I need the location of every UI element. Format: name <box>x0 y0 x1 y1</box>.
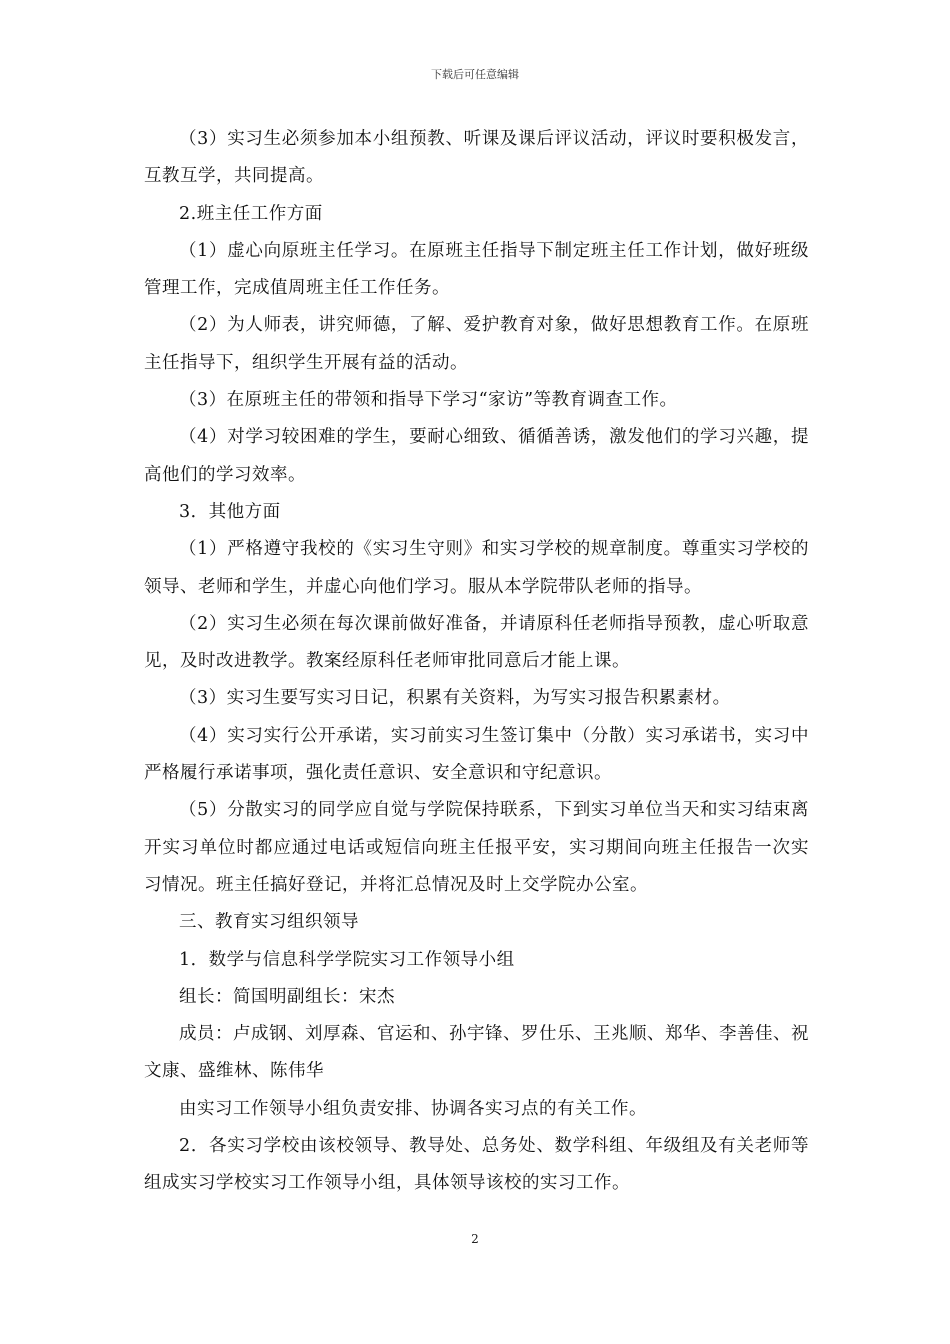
section-heading-organization: 三、教育实习组织领导 <box>179 912 359 933</box>
section-heading-class-teacher: 2.班主任工作方面 <box>179 203 323 224</box>
section-heading-other: 3．其他方面 <box>179 501 281 522</box>
document-body <box>144 121 809 1203</box>
paragraph-practice-activities: （3）实习生必须参加本小组预教、听课及课后评议活动，评议时要积极发言，互教互学，共同提高。 <box>144 129 809 187</box>
paragraph-class-teacher-1: （1）虚心向原班主任学习。在原班主任指导下制定班主任工作计划，做好班级管理工作，完成值周班主任工作任务。 <box>144 240 809 299</box>
paragraph-other-2: （2）实习生必须在每次课前做好准备，并请原科任老师指导预教，虚心听取意见，及时改进教学。教案经原科任老师审批同意后才能上课。 <box>144 613 809 672</box>
page-header-note: 下载后可任意编辑 <box>431 68 519 81</box>
paragraph-group-responsibility: 由实习工作领导小组负责安排、协调各实习点的有关工作。 <box>179 1098 647 1119</box>
page-number: 2 <box>471 1232 479 1246</box>
paragraph-group-members: 成员：卢成钢、刘厚森、官运和、孙宇锋、罗仕乐、王兆顺、郑华、李善佳、祝文康、盛维林、陈伟华 <box>144 1024 809 1082</box>
paragraph-other-5: （5）分散实习的同学应自觉与学院保持联系，下到实习单位当天和实习结束离开实习单位时都应通过电话或短信向班主任报平安，实习期间向班主任报告一次实习情况。班主任搞好登记，并将汇总情况及时上交学院办公室。 <box>144 800 809 895</box>
subheading-leadership-group: 1．数学与信息科学学院实习工作领导小组 <box>179 949 515 970</box>
paragraph-class-teacher-2: （2）为人师表，讲究师德，了解、爱护教育对象，做好思想教育工作。在原班主任指导下，组织学生开展有益的活动。 <box>144 315 809 373</box>
paragraph-other-4: （4）实习实行公开承诺，实习前实习生签订集中（分散）实习承诺书，实习中严格履行承诺事项，强化责任意识、安全意识和守纪意识。 <box>144 725 809 784</box>
paragraph-other-1: （1）严格遵守我校的《实习生守则》和实习学校的规章制度。尊重实习学校的领导、老师和学生，并虚心向他们学习。服从本学院带队老师的指导。 <box>144 539 809 597</box>
paragraph-class-teacher-3: （3）在原班主任的带领和指导下学习“家访”等教育调查工作。 <box>179 390 678 411</box>
paragraph-other-3: （3）实习生要写实习日记，积累有关资料，为写实习报告积累素材。 <box>179 688 731 709</box>
paragraph-class-teacher-4: （4）对学习较困难的学生，要耐心细致、循循善诱，激发他们的学习兴趣，提高他们的学习效率。 <box>144 427 809 485</box>
paragraph-group-leaders: 组长：简国明副组长：宋杰 <box>179 986 395 1007</box>
paragraph-school-leadership: 2．各实习学校由该校领导、教导处、总务处、数学科组、年级组及有关老师等组成实习学校实习工作领导小组，具体领导该校的实习工作。 <box>144 1136 809 1194</box>
